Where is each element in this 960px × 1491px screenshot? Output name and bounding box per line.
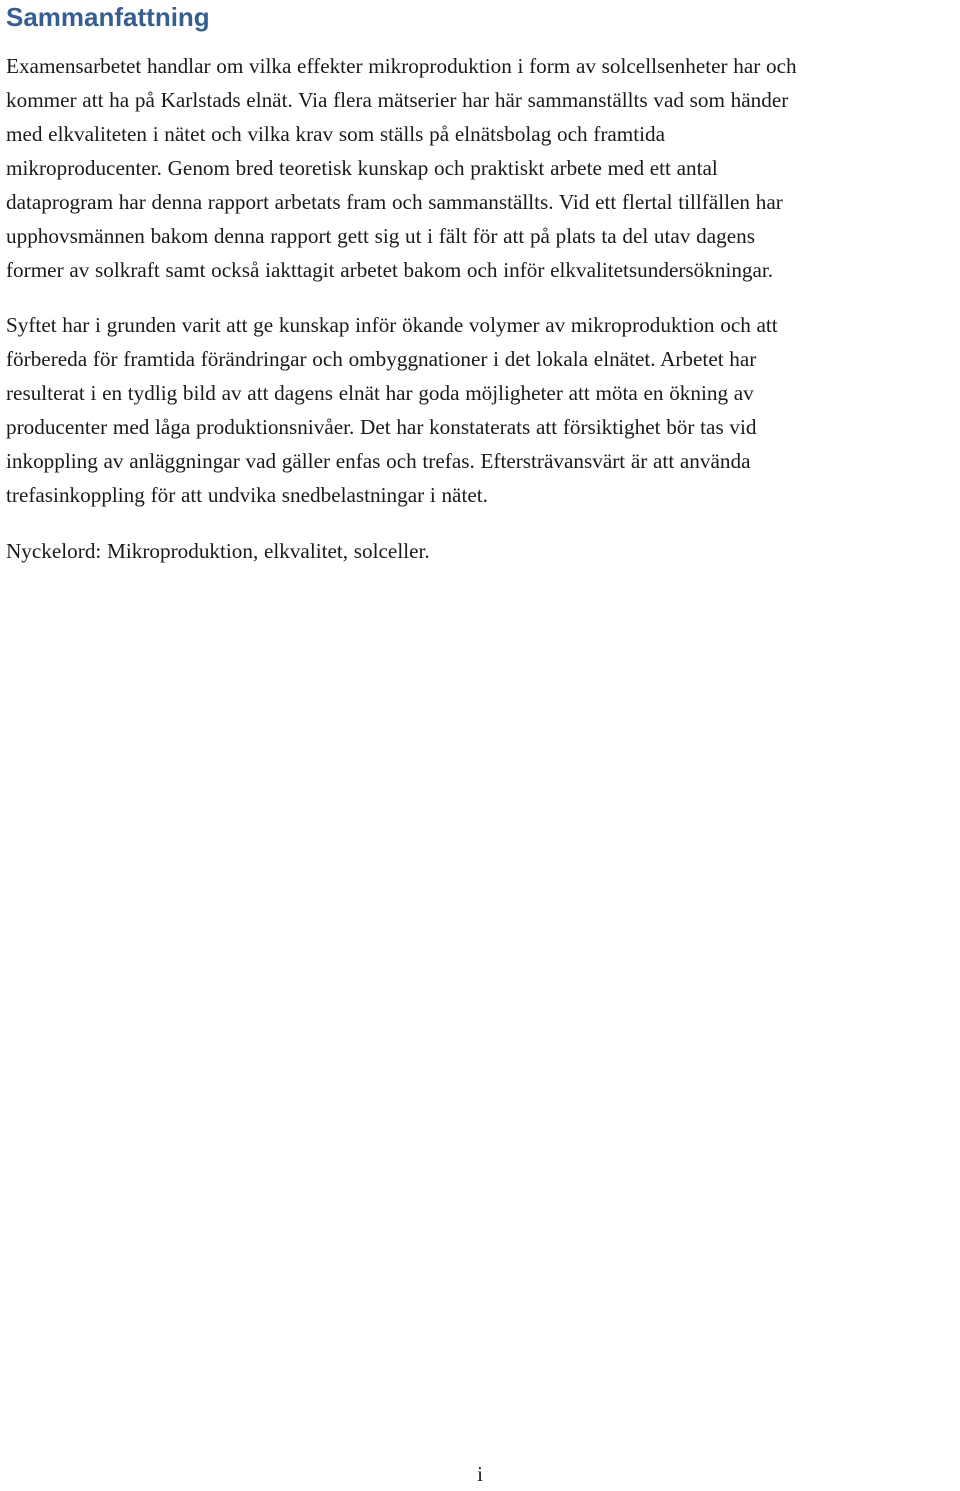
text-line: förbereda för framtida förändringar och ombyggnationer i det lokala elnätet. Arbetet har (6, 347, 757, 371)
text-line: kommer att ha på Karlstads elnät. Via flera mätserier har här sammanställts vad som händer (6, 88, 789, 112)
text-line: mikroproducenter. Genom bred teoretisk kunskap och praktiskt arbete med ett antal (6, 156, 718, 180)
document-page (6, 0, 954, 563)
keywords-line: Nyckelord: Mikroproduktion, elkvalitet, solceller. (6, 539, 430, 563)
text-line: dataprogram har denna rapport arbetats fram och sammanställts. Vid ett flertal tillfällen har (6, 190, 783, 214)
text-line: upphovsmännen bakom denna rapport gett sig ut i fält för att på plats ta del utav dagens (6, 224, 755, 248)
text-line: Examensarbetet handlar om vilka effekter mikroproduktion i form av solcellsenheter har och (6, 54, 797, 78)
page-number: i (477, 1462, 483, 1486)
keywords-paragraph (6, 534, 954, 568)
text-line: producenter med låga produktionsnivåer. Det har konstaterats att försiktighet bör tas vid (6, 415, 757, 439)
text-line: med elkvaliteten i nätet och vilka krav som ställs på elnätsbolag och framtida (6, 122, 666, 146)
section-heading: Sammanfattning (6, 2, 210, 32)
text-line: trefasinkoppling för att undvika snedbelastningar i nätet. (6, 483, 488, 507)
text-line: resulterat i en tydlig bild av att dagens elnät har goda möjligheter att möta en ökning av (6, 381, 754, 405)
text-line: former av solkraft samt också iakttagit arbetet bakom och inför elkvalitetsundersökningar. (6, 258, 774, 282)
purpose-paragraph (6, 308, 954, 512)
text-line: inkoppling av anläggningar vad gäller enfas och trefas. Eftersträvansvärt är att använda (6, 449, 751, 473)
summary-paragraph (6, 49, 954, 287)
text-line: Syftet har i grunden varit att ge kunskap inför ökande volymer av mikroproduktion och att (6, 313, 778, 337)
